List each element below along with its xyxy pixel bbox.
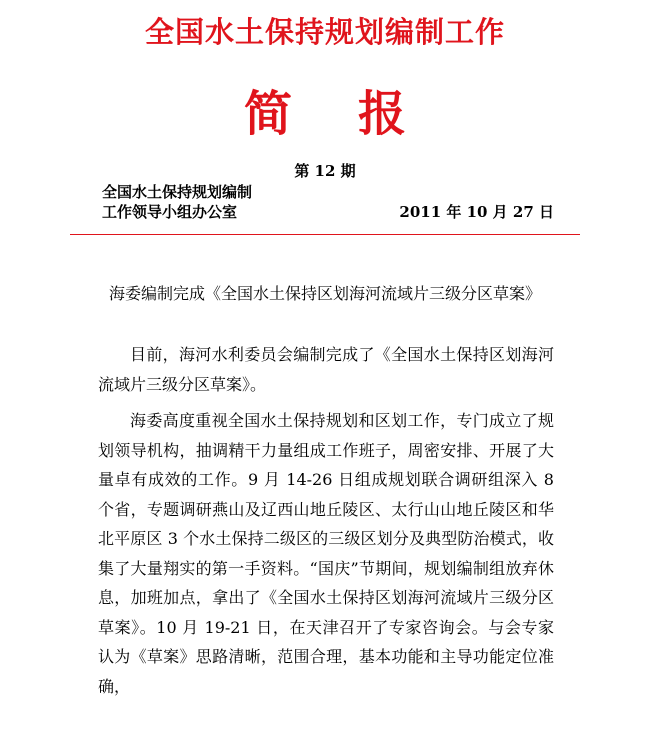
sender-line-2: 工作领导小组办公室: [102, 203, 238, 221]
issue-number: 第 12 期: [294, 162, 356, 180]
red-divider-rule: [70, 234, 580, 235]
article-paragraph-1: 目前，海河水利委员会编制完成了《全国水土保持区划海河流域片三级分区草案》。: [98, 345, 554, 394]
bulletin-title: 全国水土保持规划编制工作: [144, 15, 505, 49]
bulletin-subtitle: 简报: [243, 86, 472, 142]
article-paragraph-2: 海委高度重视全国水土保持规划和区划工作，专门成立了规划领导机构，抽调精干力量组成工作班子，周密安排、开展了大量卓有成效的工作。9 月 14-26 日组成规划联合调研组深入 8 个省，专题调研燕山及辽西山地丘陵区、太行山山地丘陵区和华北平原区 3 个水土保持二级区的三级区划分及典型防治模式，收集了大量翔实的第一手资料。“国庆”节期间，规划编制组放弃休息，加班加点，拿出了《全国水土保持区划海河流域片三级分区草案》。10 月 19-21 日，在天津召开了专家咨询会。与会专家认为《草案》思路清晰，范围合理，基本功能和主导功能定位准确，: [98, 411, 554, 696]
article-body: [98, 340, 554, 708]
sender-office: [102, 182, 252, 222]
article-headline: 海委编制完成《全国水土保持区划海河流域片三级分区草案》: [108, 284, 541, 303]
sender-line-1: 全国水土保持规划编制: [102, 183, 253, 201]
issue-date: 2011 年 10 月 27 日: [399, 203, 554, 221]
